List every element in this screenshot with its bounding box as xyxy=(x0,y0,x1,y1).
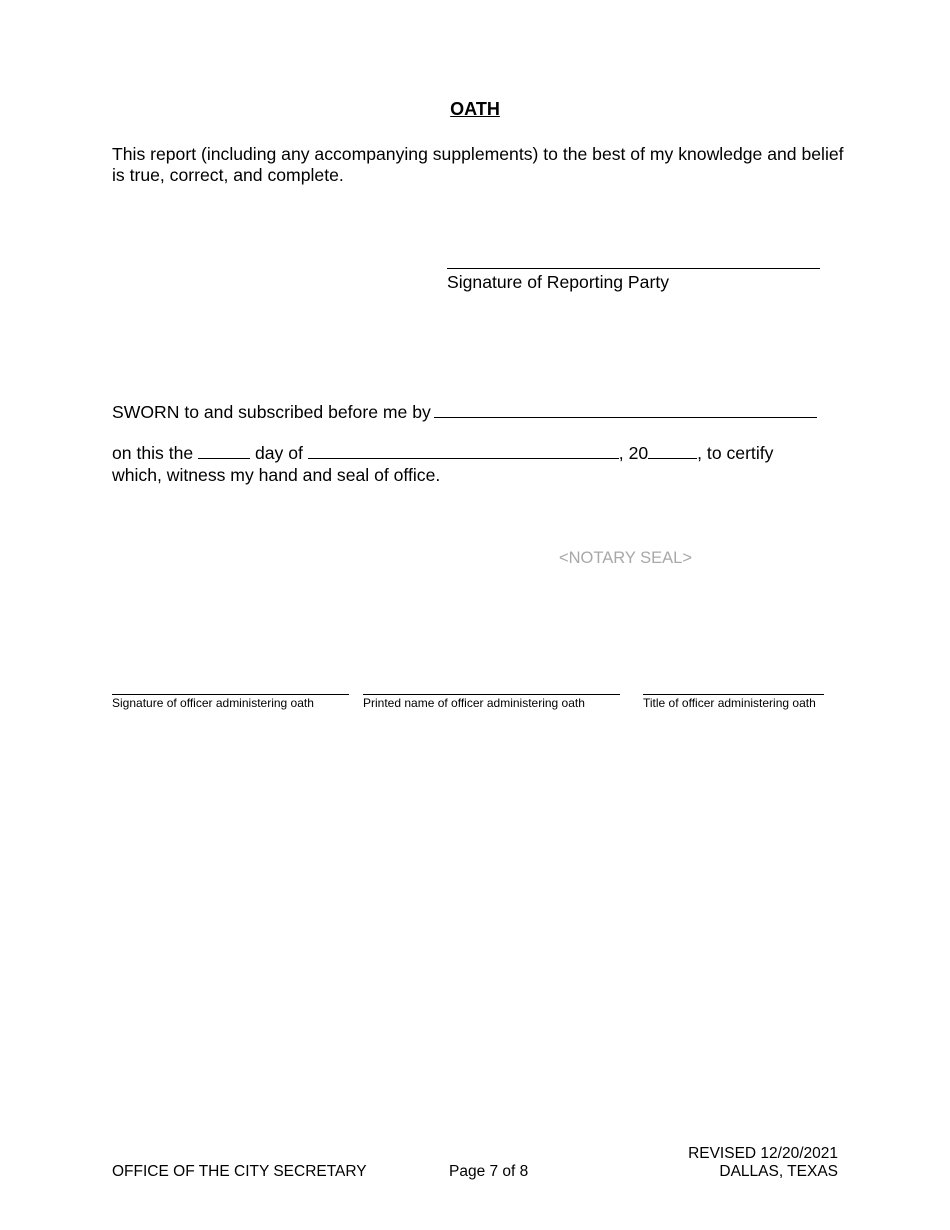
officer-signature-line[interactable] xyxy=(112,677,349,695)
oath-statement: This report (including any accompanying supplements) to the best of my knowledge and belief is true, correct, and complete. xyxy=(112,144,844,185)
officer-signature-label: Signature of officer administering oath xyxy=(112,696,314,710)
sworn-name-blank[interactable] xyxy=(434,401,817,418)
footer-revised: REVISED 12/20/2021 xyxy=(688,1145,838,1162)
sworn-statement xyxy=(112,401,817,423)
officer-title-label: Title of officer administering oath xyxy=(643,696,816,710)
notary-seal-placeholder: <NOTARY SEAL> xyxy=(559,549,692,567)
footer-revision-block xyxy=(600,1145,838,1181)
footer-office: OFFICE OF THE CITY SECRETARY xyxy=(112,1163,367,1180)
officer-printed-name-label: Printed name of officer administering oath xyxy=(363,696,585,710)
year-blank[interactable] xyxy=(648,444,697,459)
officer-title-line[interactable] xyxy=(643,677,824,695)
day-blank[interactable] xyxy=(198,444,250,459)
reporting-party-signature-label: Signature of Reporting Party xyxy=(447,272,670,292)
footer-page-number: Page 7 of 8 xyxy=(449,1163,529,1180)
witness-statement-line2: which, witness my hand and seal of office. xyxy=(112,465,441,485)
footer-location: DALLAS, TEXAS xyxy=(719,1163,838,1180)
witness-statement xyxy=(112,443,773,464)
witness-text-3: , 20 xyxy=(618,443,649,463)
witness-text-1: on this the xyxy=(112,443,194,463)
witness-text-2: day of xyxy=(254,443,303,463)
witness-text-4: , to certify xyxy=(697,443,774,463)
page-title: OATH xyxy=(450,99,500,119)
reporting-party-signature-line[interactable] xyxy=(447,251,820,269)
month-blank[interactable] xyxy=(308,444,619,459)
sworn-prefix: SWORN to and subscribed before me by xyxy=(112,402,431,422)
officer-printed-name-line[interactable] xyxy=(363,677,620,695)
